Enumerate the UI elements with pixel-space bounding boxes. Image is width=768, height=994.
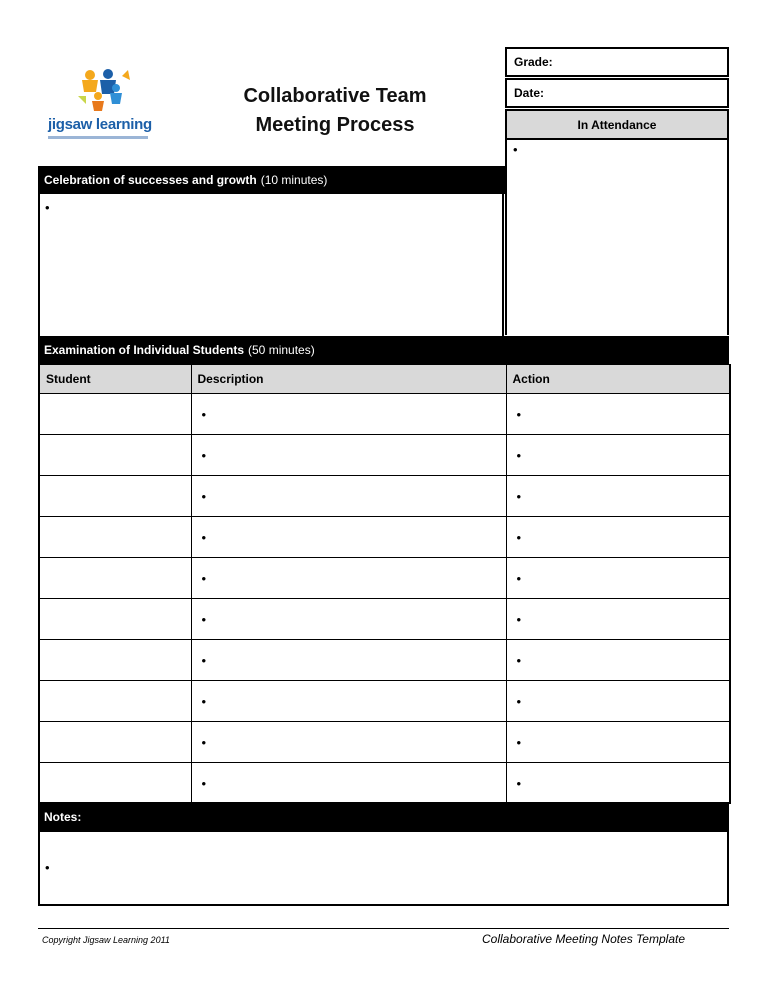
cell-student[interactable]	[39, 763, 191, 804]
cell-student[interactable]	[39, 476, 191, 517]
logo-figures-icon	[40, 66, 170, 116]
cell-student[interactable]	[39, 517, 191, 558]
title-line-1: Collaborative Team	[243, 85, 427, 107]
cell-action[interactable]: •	[506, 517, 730, 558]
column-header-description: Description	[191, 365, 506, 394]
attendance-bullet: •	[513, 142, 518, 157]
footer-copyright: Copyright Jigsaw Learning 2011	[42, 935, 170, 945]
table-row	[39, 640, 730, 681]
column-header-student: Student	[39, 365, 191, 394]
title-line-2: Meeting Process	[255, 114, 415, 136]
cell-description[interactable]: •	[191, 599, 506, 640]
cell-description[interactable]: •	[191, 476, 506, 517]
cell-description[interactable]: •	[191, 722, 506, 763]
logo-tagline-bar	[48, 136, 148, 139]
cell-student[interactable]	[39, 558, 191, 599]
date-label: Date:	[514, 86, 545, 100]
notes-section-header	[38, 802, 729, 832]
column-header-action: Action	[506, 365, 730, 394]
footer-divider	[38, 928, 729, 929]
cell-description[interactable]: •	[191, 558, 506, 599]
cell-action[interactable]: •	[506, 394, 730, 435]
cell-description[interactable]: •	[191, 681, 506, 722]
table-row	[39, 476, 730, 517]
attendance-header	[505, 109, 729, 140]
grade-label: Grade:	[514, 55, 553, 69]
cell-action[interactable]: •	[506, 763, 730, 804]
jigsaw-learning-logo	[40, 66, 170, 144]
examination-duration: (50 minutes)	[248, 343, 315, 357]
cell-description[interactable]: •	[191, 517, 506, 558]
table-row	[39, 517, 730, 558]
attendance-label: In Attendance	[577, 117, 657, 132]
table-row	[39, 599, 730, 640]
footer-template-name: Collaborative Meeting Notes Template	[482, 932, 685, 946]
celebration-bullet: •	[45, 200, 50, 215]
celebration-section-header	[38, 166, 505, 194]
table-row	[39, 763, 730, 804]
cell-description[interactable]: •	[191, 394, 506, 435]
cell-action[interactable]: •	[506, 640, 730, 681]
cell-student[interactable]	[39, 722, 191, 763]
cell-description[interactable]: •	[191, 763, 506, 804]
logo-wordmark: jigsaw learning	[48, 116, 152, 133]
grade-field[interactable]	[505, 47, 729, 77]
cell-action[interactable]: •	[506, 722, 730, 763]
cell-student[interactable]	[39, 599, 191, 640]
examination-section-header	[38, 336, 729, 364]
table-row	[39, 558, 730, 599]
students-table	[38, 364, 729, 804]
cell-action[interactable]: •	[506, 435, 730, 476]
table-header-row	[39, 365, 730, 394]
page-title	[205, 82, 465, 140]
date-field[interactable]	[505, 78, 729, 108]
table-row	[39, 722, 730, 763]
notes-area[interactable]	[38, 832, 729, 906]
celebration-notes-area[interactable]	[38, 194, 504, 336]
table-row	[39, 681, 730, 722]
table-row	[39, 435, 730, 476]
cell-action[interactable]: •	[506, 476, 730, 517]
cell-action[interactable]: •	[506, 681, 730, 722]
cell-student[interactable]	[39, 681, 191, 722]
cell-action[interactable]: •	[506, 558, 730, 599]
celebration-duration: (10 minutes)	[260, 173, 328, 187]
attendance-list[interactable]	[505, 140, 729, 335]
cell-student[interactable]	[39, 435, 191, 476]
notes-label: Notes:	[44, 810, 82, 824]
notes-bullet: •	[45, 860, 50, 875]
table-row	[39, 394, 730, 435]
celebration-title: Celebration of successes and growth	[44, 173, 257, 187]
cell-student[interactable]	[39, 394, 191, 435]
cell-action[interactable]: •	[506, 599, 730, 640]
cell-description[interactable]: •	[191, 435, 506, 476]
cell-description[interactable]: •	[191, 640, 506, 681]
examination-title: Examination of Individual Students	[44, 343, 245, 357]
cell-student[interactable]	[39, 640, 191, 681]
